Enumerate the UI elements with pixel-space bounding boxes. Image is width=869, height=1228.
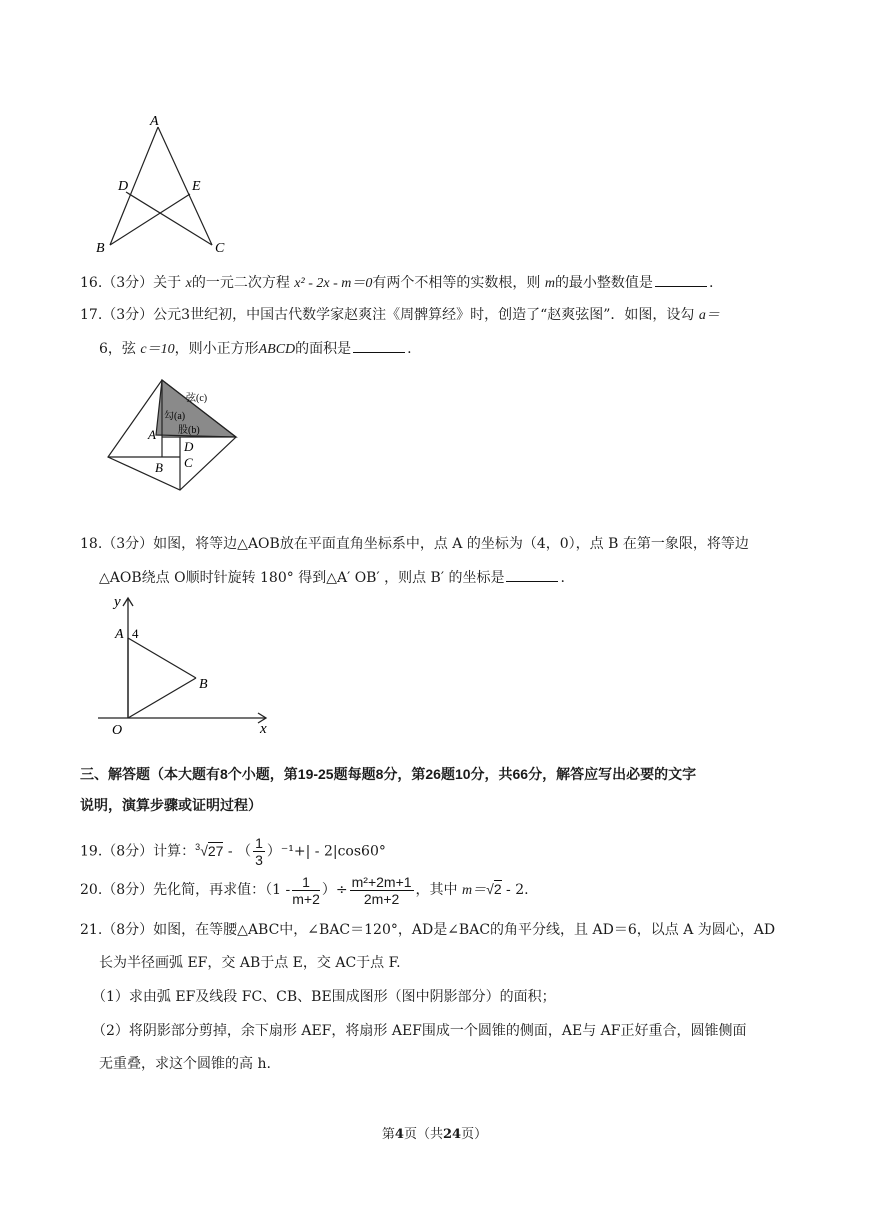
label-y: y [114, 594, 121, 610]
question-20: 20.（8分）先化简，再求值：（1 - $\frac{1}{m+2}$ ）÷ $\frac{\text{m²+2m+1}}{2m+2}$ ，其中 m＝√2 - 2. [80, 873, 529, 907]
question-19: 19.（8分）计算：$^3$√27 - （ $\frac{1}{3}$ ）⁻¹+| - 2|cos60° [80, 835, 386, 869]
page-number: 4 [394, 1127, 404, 1142]
section-heading-line2: 说明，演算步骤或证明过程） [80, 797, 262, 813]
label-d: D [184, 439, 194, 454]
label-e: E [192, 179, 201, 194]
question-21-part2-line2: 无重叠，求这个圆锥的高 h. [99, 1056, 271, 1072]
fraction: $\frac{1}{3}$ [255, 835, 263, 869]
label-o: O [112, 723, 123, 738]
fraction-2: $\frac{\text{m²+2m+1}}{2m+2}$ [351, 873, 412, 907]
answer-blank [655, 272, 707, 287]
label-a: A [115, 627, 124, 642]
label-c: C [184, 455, 193, 470]
question-18-line2: △AOB绕点 O顺时针旋转 180° 得到△A′ OB′ ，则点 B′ 的坐标是 . [99, 567, 565, 588]
zhao-shuang-figure [100, 375, 245, 493]
question-21-part2-line1: （2）将阴影部分剪掉，余下扇形 AEF，将扇形 AEF围成一个圆锥的侧面，AE与 AF正好重合，圆锥侧面 [92, 1023, 747, 1039]
question-21-part1: （1）求由弧 EF及线段 FC、CB、BE围成图形（图中阴影部分）的面积； [92, 989, 556, 1005]
label-b: B [155, 460, 163, 475]
question-17-line2: 6，弦 c＝10，则小正方形ABCD的面积是 . [99, 338, 412, 360]
label-gou: 勾(a) [164, 411, 186, 422]
label-a: A [148, 427, 156, 442]
label-d: D [118, 179, 129, 194]
sqrt-sign: √ [486, 881, 494, 897]
page-total: 24 [442, 1127, 462, 1142]
coordinate-figure [92, 590, 282, 740]
label-xian: 弦(c) [186, 393, 208, 404]
answer-blank [506, 567, 558, 582]
label-a: A [150, 114, 159, 129]
answer-blank [353, 338, 405, 353]
page-footer: 第4页（共24页） [381, 1127, 488, 1142]
question-21-line2: 长为半径画弧 EF，交 AB于点 E，交 AC于点 F. [99, 955, 401, 971]
sqrt-sign: √ [200, 842, 208, 859]
question-17-line1: 17.（3分）公元3世纪初，中国古代数学家赵爽注《周髀算经》时，创造了“赵爽弦图”．如图，设勾 a＝ [80, 307, 720, 323]
section-heading-line1: 三、解答题（本大题有8个小题，第19-25题每题8分，第26题10分，共66分，解答应写出必要的文字 [80, 766, 697, 782]
root-index: 3 [195, 842, 201, 852]
question-16: 16.（3分）关于 x的一元二次方程 x² - 2x - m＝0有两个不相等的实数根，则 m的最小整数值是 . [80, 272, 713, 294]
label-b: B [199, 677, 208, 692]
label-x: x [260, 721, 267, 737]
question-18-line1: 18.（3分）如图，将等边△AOB放在平面直角坐标系中，点 A 的坐标为（4，0），点 B 在第一象限，将等边 [80, 536, 749, 552]
label-c: C [215, 241, 225, 256]
label-four: 4 [132, 626, 139, 641]
label-gu: 股(b) [178, 425, 200, 436]
label-b: B [96, 241, 105, 256]
fraction-1: $\frac{1}{m+2}$ [292, 873, 320, 907]
question-21-line1: 21.（8分）如图，在等腰△ABC中，∠BAC＝120°，AD是∠BAC的角平分线，且 AD＝6，以点 A 为圆心，AD [80, 922, 776, 938]
triangle-figure [88, 112, 238, 257]
